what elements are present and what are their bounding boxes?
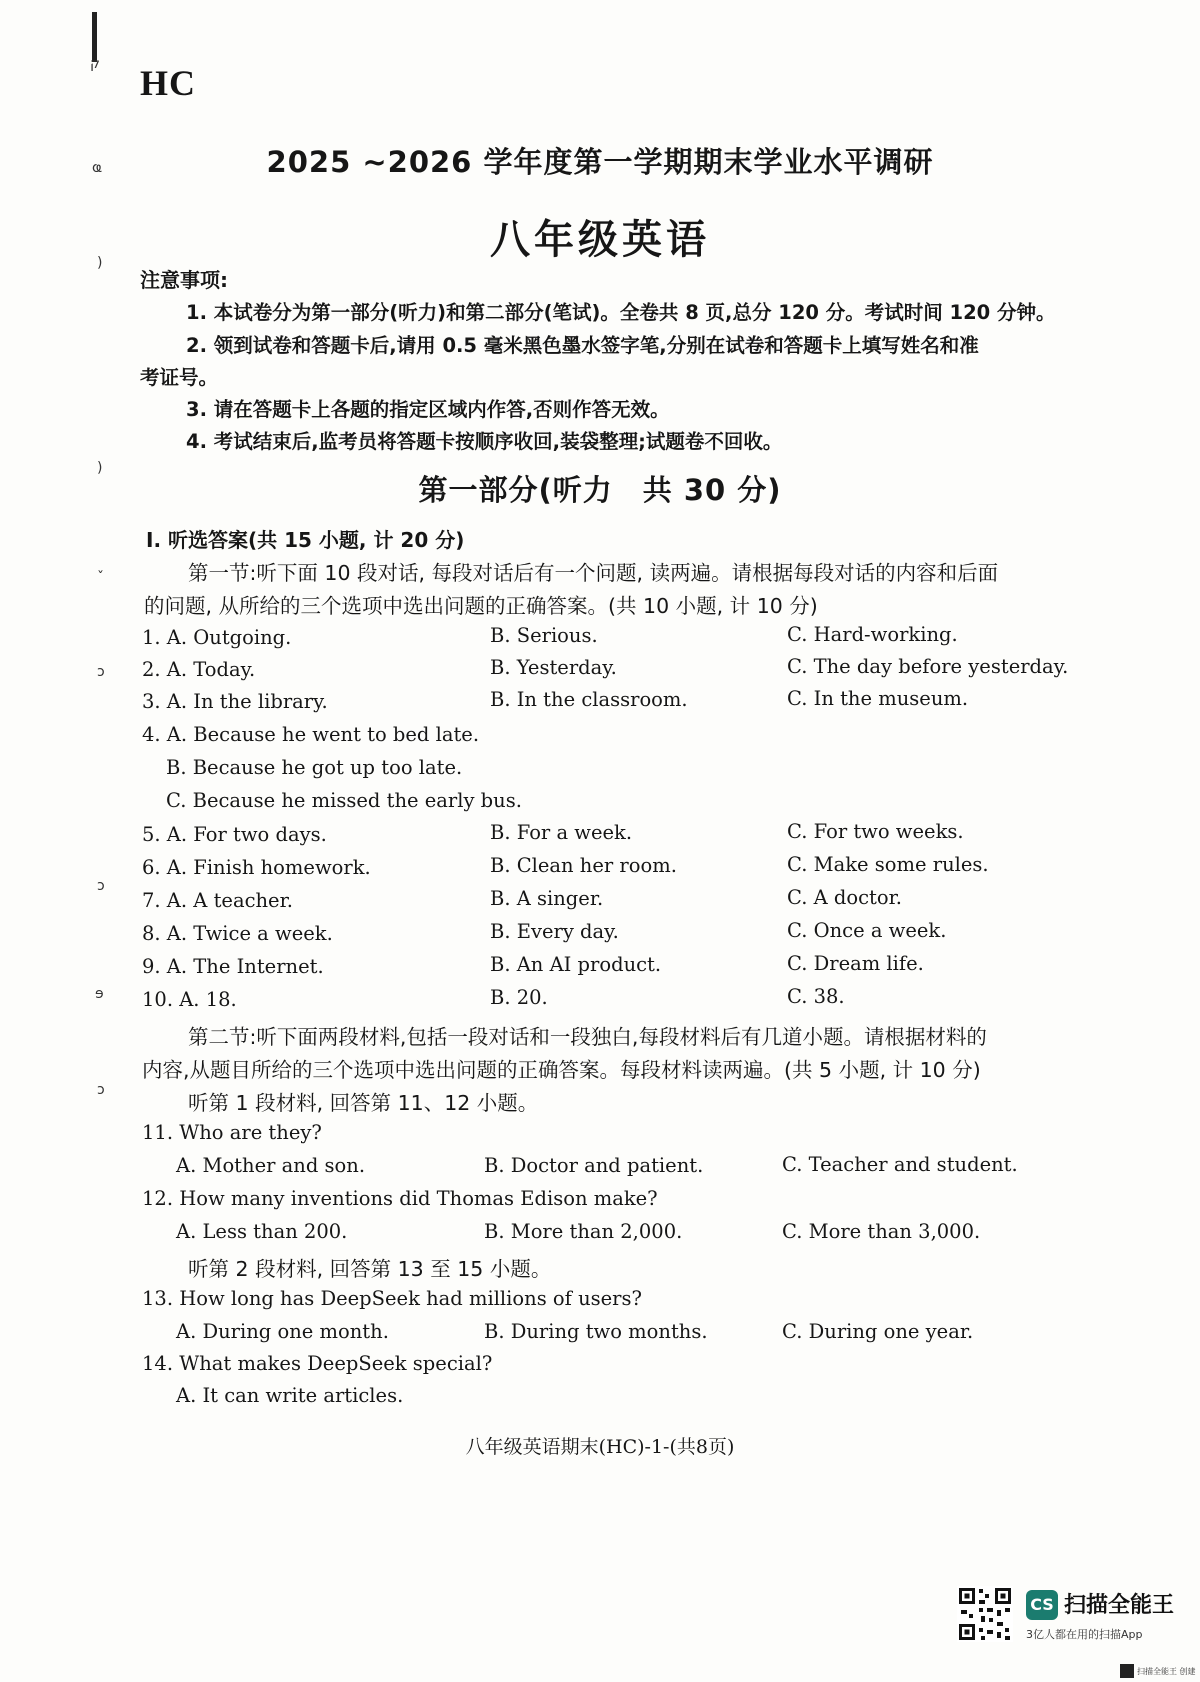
material-2-heading: 听第 2 段材料, 回答第 13 至 15 小题。 [188,1257,552,1281]
question-9-option-a: 9. A. The Internet. [142,955,324,978]
question-2-option-a: 2. A. Today. [142,658,256,681]
section-title: Ⅰ. 听选答案(共 15 小题, 计 20 分) [146,528,465,552]
part1-title: 第一部分(听力 共 30 分) [418,473,782,507]
binding-line [92,12,97,62]
notice-item-continued: 考证号。 [140,366,219,389]
question-8-option-b: B. Every day. [490,920,619,943]
notice-item: 4. 考试结束后,监考员将答题卡按顺序收回,装袋整理;试题卷不回收。 [186,430,783,453]
question-10-option-b: B. 20. [490,986,548,1009]
paper-code: HC [140,63,196,103]
binding-mark: ↄ [97,664,105,680]
question-4-option-c: C. Because he missed the early bus. [166,789,522,812]
question-6-option-b: B. Clean her room. [490,854,677,877]
question-7-option-c: C. A doctor. [787,886,903,909]
question-11-option-b: B. Doctor and patient. [484,1154,704,1177]
scanner-corner-text: 扫描全能王 创建 [1137,1667,1196,1676]
binding-mark: ↄ [97,1082,105,1098]
question-12-option-c: C. More than 3,000. [782,1220,981,1243]
section2-instruction: 第二节:听下面两段材料,包括一段对话和一段独白,每段材料后有几道小题。请根据材料的 [188,1025,987,1049]
question-1-option-a: 1. A. Outgoing. [142,626,292,649]
notice-item: 1. 本试卷分为第一部分(听力)和第二部分(笔试)。全卷共 8 页,总分 120 分。考试时间 120 分钟。 [186,301,1056,324]
question-5-option-a: 5. A. For two days. [142,823,327,846]
qr-code-icon [957,1586,1013,1642]
binding-mark: ҩ [92,160,102,176]
section1-instruction: 第一节:听下面 10 段对话, 每段对话后有一个问题, 读两遍。请根据每段对话的内容和后面 [188,561,999,585]
binding-mark: ) [97,460,103,476]
binding-mark: ɘ [95,986,104,1002]
qr-code-graphic [957,1586,1013,1642]
page-footer: 八年级英语期末(HC)-1-(共8页) [465,1436,735,1458]
question-13-stem: 13. How long has DeepSeek had millions of users? [142,1287,642,1310]
question-6-option-c: C. Make some rules. [787,853,989,876]
question-14-stem: 14. What makes DeepSeek special? [142,1352,493,1375]
question-1-option-b: B. Serious. [490,624,598,647]
question-13-option-c: C. During one year. [782,1320,974,1343]
question-12-option-a: A. Less than 200. [176,1220,348,1243]
section1-instruction: 的问题, 从所给的三个选项中选出问题的正确答案。(共 10 小题, 计 10 分) [144,594,818,618]
corner-qr-icon [1120,1664,1134,1678]
question-2-option-b: B. Yesterday. [490,656,617,679]
notice-heading: 注意事项: [140,268,228,292]
question-10-option-a: 10. A. 18. [142,988,237,1011]
exam-title: 2025 ~2026 学年度第一学期期末学业水平调研 [266,145,934,179]
question-3-option-c: C. In the museum. [787,687,969,710]
question-7-option-a: 7. A. A teacher. [142,889,293,912]
question-2-option-c: C. The day before yesterday. [787,655,1069,678]
question-5-option-c: C. For two weeks. [787,820,964,843]
question-5-option-b: B. For a week. [490,821,633,844]
question-13-option-a: A. During one month. [176,1320,389,1343]
question-8-option-c: C. Once a week. [787,919,947,942]
question-7-option-b: B. A singer. [490,887,604,910]
question-11-stem: 11. Who are they? [142,1121,322,1144]
material-1-heading: 听第 1 段材料, 回答第 11、12 小题。 [188,1091,539,1115]
section2-instruction: 内容,从题目所给的三个选项中选出问题的正确答案。每段材料读两遍。(共 5 小题, 计 10 分) [142,1058,981,1082]
question-4-option-b: B. Because he got up too late. [166,756,463,779]
scanner-slogan: 3亿人都在用的扫描App [1026,1628,1143,1641]
question-11-option-c: C. Teacher and student. [782,1153,1018,1176]
camscanner-logo-icon: CS [1026,1590,1058,1620]
question-3-option-b: B. In the classroom. [490,688,688,711]
notice-item: 3. 请在答题卡上各题的指定区域内作答,否则作答无效。 [186,398,670,421]
scanner-app-name: 扫描全能王 [1064,1593,1175,1618]
question-12-stem: 12. How many inventions did Thomas Edison make? [142,1187,658,1210]
question-8-option-a: 8. A. Twice a week. [142,922,333,945]
question-12-option-b: B. More than 2,000. [484,1220,683,1243]
binding-mark: ↄ [97,878,105,894]
binding-mark: ק [90,56,100,72]
question-6-option-a: 6. A. Finish homework. [142,856,371,879]
question-1-option-c: C. Hard-working. [787,623,958,646]
binding-mark: ) [97,255,103,271]
question-13-option-b: B. During two months. [484,1320,708,1343]
question-11-option-a: A. Mother and son. [176,1154,366,1177]
notice-item: 2. 领到试卷和答题卡后,请用 0.5 毫米黑色墨水签字笔,分别在试卷和答题卡上填写姓名和准 [186,334,979,357]
question-9-option-c: C. Dream life. [787,952,924,975]
question-10-option-c: C. 38. [787,985,845,1008]
question-4-option-a: 4. A. Because he went to bed late. [142,723,480,746]
question-9-option-b: B. An AI product. [490,953,662,976]
question-3-option-a: 3. A. In the library. [142,690,328,713]
binding-mark: ˇ [97,570,104,586]
subject-title: 八年级英语 [490,217,710,263]
question-14-option-a: A. It can write articles. [176,1384,404,1407]
